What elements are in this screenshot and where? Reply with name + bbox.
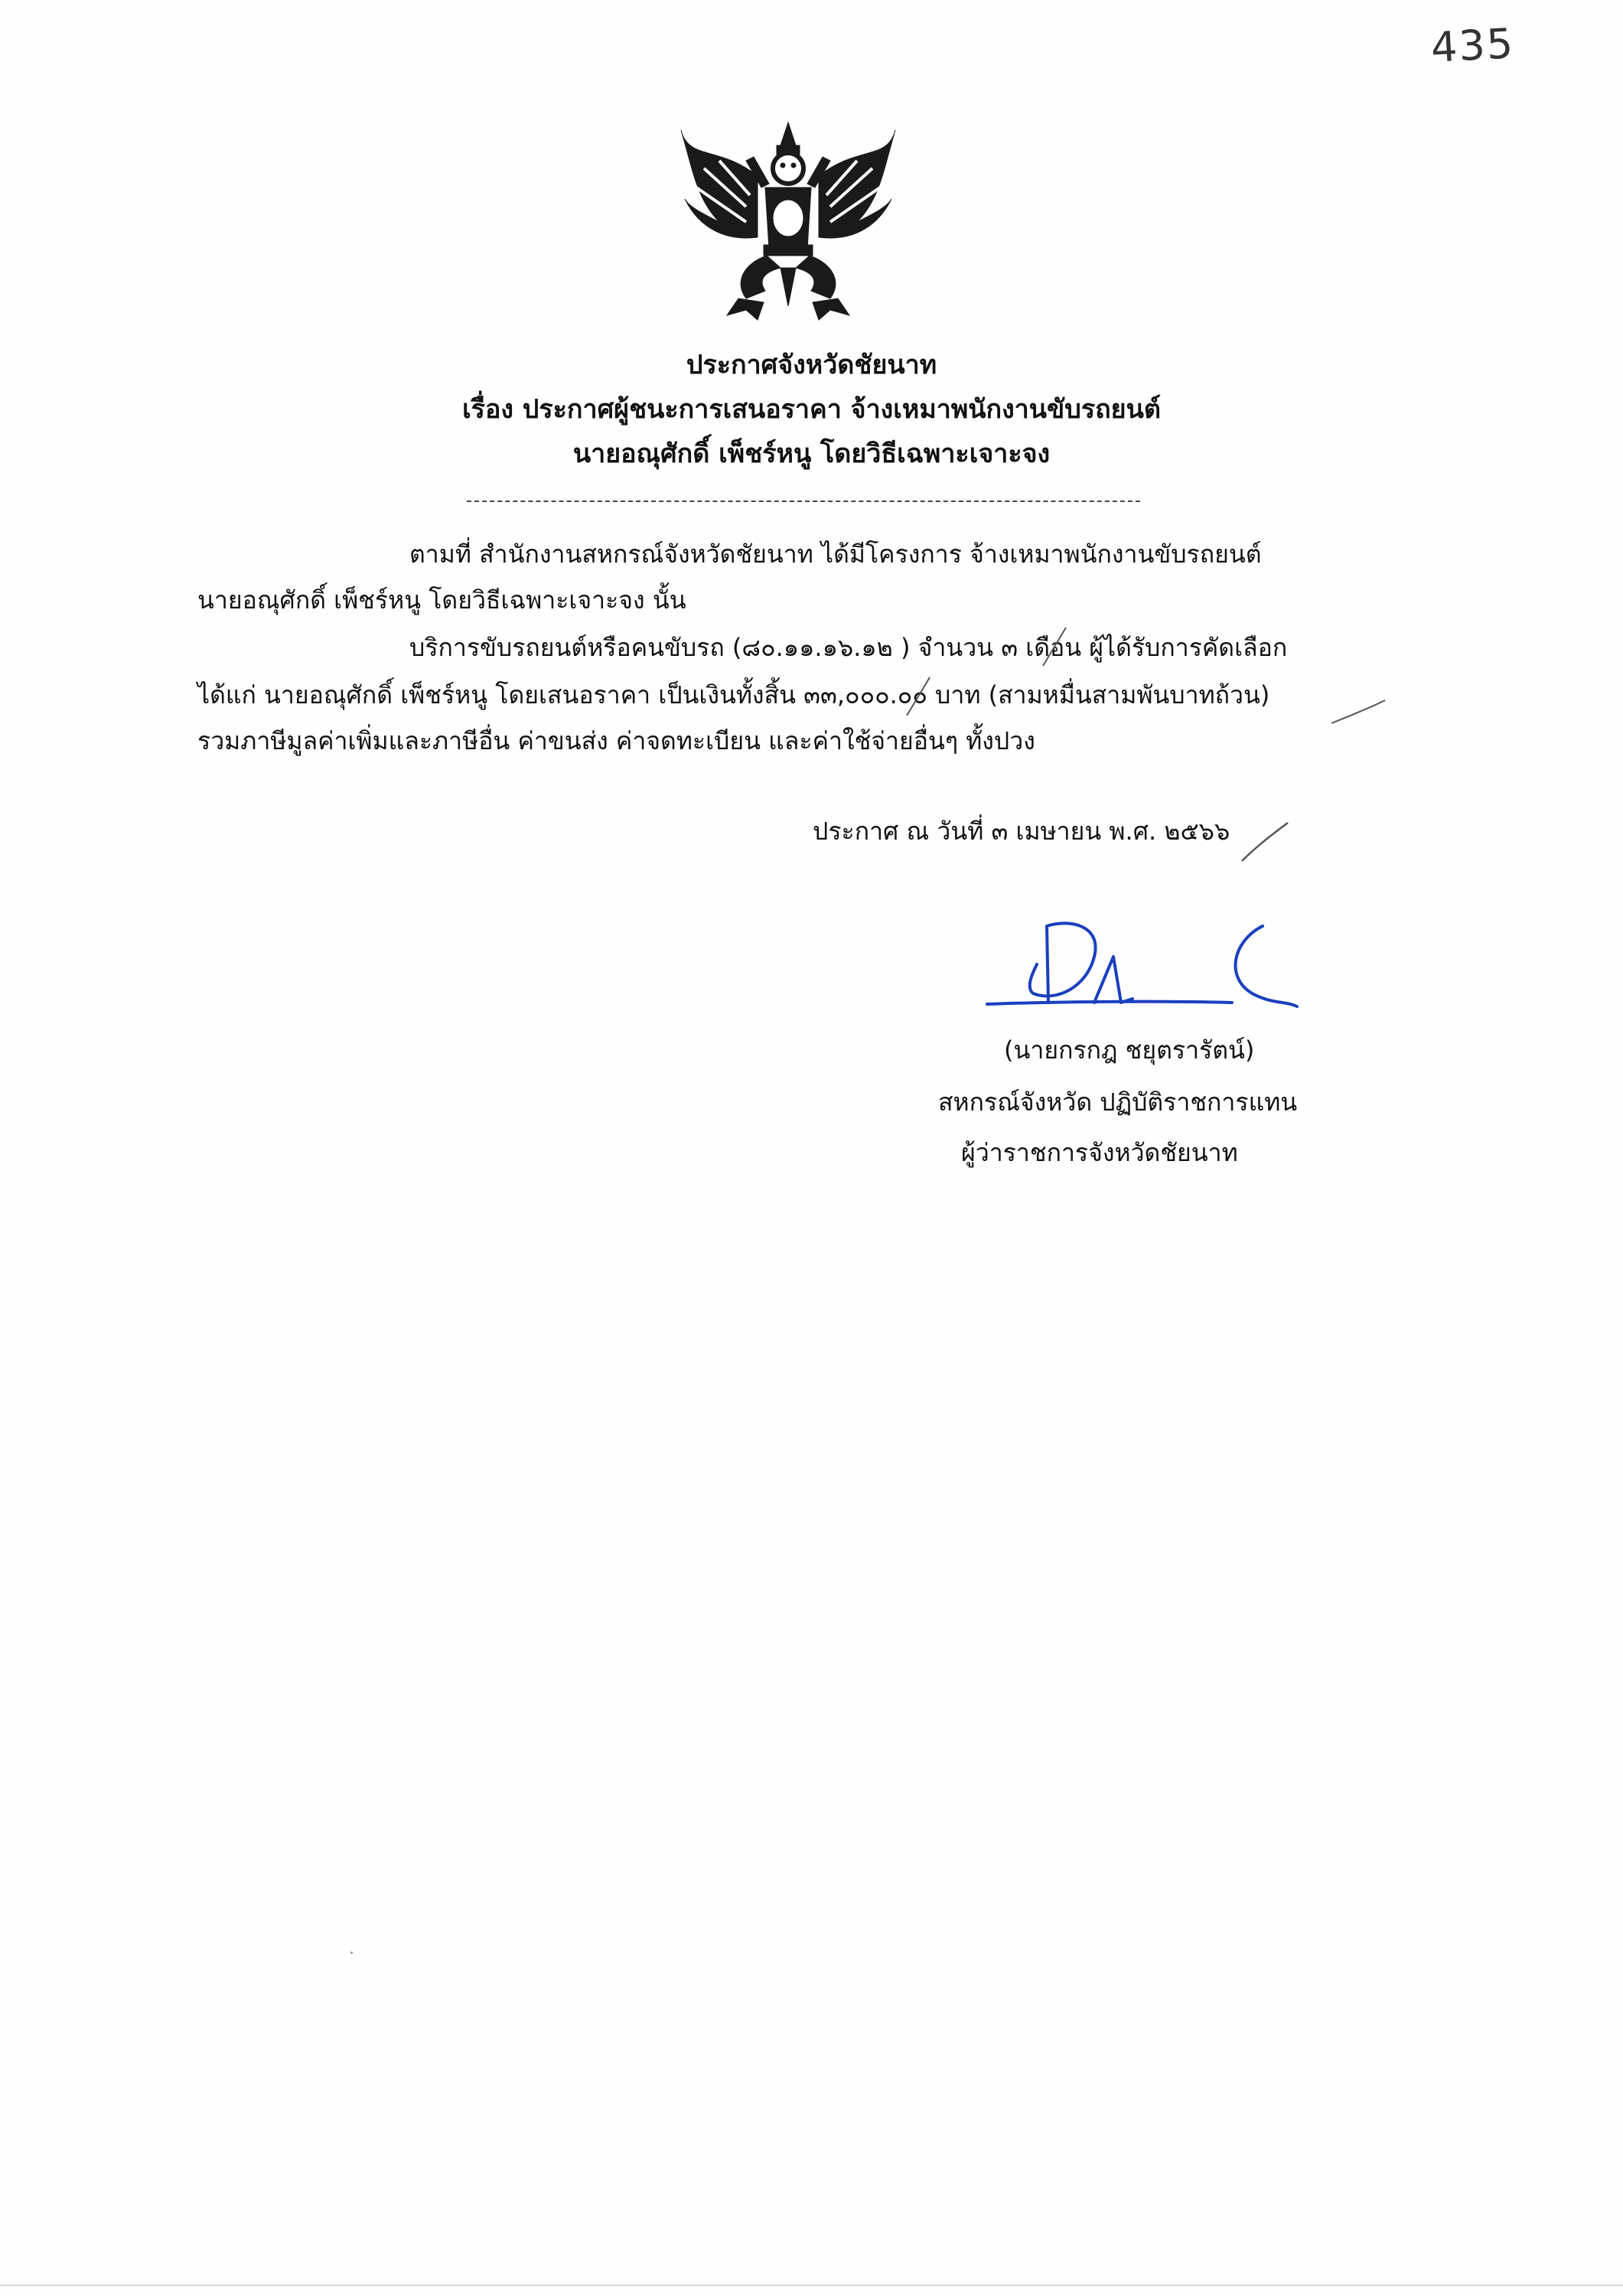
announcement-date: ประกาศ ณ วันที่ ๓ เมษายน พ.ศ. ๒๕๖๖ (813, 817, 1230, 846)
pencil-check-mark (1039, 624, 1070, 670)
garuda-emblem-icon (673, 115, 903, 329)
signatory-name: (นายกรกฎ ชยุตรารัตน์) (1004, 1035, 1255, 1065)
announcement-subject-continued: นายอณุศักดิ์ เพ็ชร์หนู โดยวิธีเฉพาะเจาะจง (572, 439, 1051, 469)
page-number: 435 (1429, 19, 1516, 72)
body-paragraph-2-line-3: รวมภาษีมูลค่าเพิ่มและภาษีอื่น ค่าขนส่ง ค่าจดทะเบียน และค่าใช้จ่ายอื่นๆ ทั้งปวง (197, 726, 1035, 755)
announcement-subject: เรื่อง ประกาศผู้ชนะการเสนอราคา จ้างเหมาพนักงานขับรถยนต์ (462, 394, 1161, 425)
signatory-position-continued: ผู้ว่าราชการจังหวัดชัยนาท (961, 1138, 1238, 1167)
body-paragraph-2-line-1: บริการขับรถยนต์หรือคนขับรถ (๘๐.๑๑.๑๖.๑๒ ) จำนวน ๓ เดือน ผู้ได้รับการคัดเลือก (409, 633, 1288, 662)
scan-edge (0, 2285, 1623, 2286)
announcement-title: ประกาศจังหวัดชัยนาท (686, 350, 937, 380)
body-paragraph-1-line-1: ตามที่ สำนักงานสหกรณ์จังหวัดชัยนาท ได้มีโครงการ จ้างเหมาพนักงานขับรถยนต์ (409, 540, 1262, 569)
body-paragraph-1-line-2: นายอณุศักดิ์ เพ็ชร์หนู โดยวิธีเฉพาะเจาะจง นั้น (197, 585, 686, 615)
body-paragraph-2-line-2: ได้แก่ นายอณุศักดิ์ เพ็ชร์หนู โดยเสนอราคา เป็นเงินทั้งสิ้น ๓๓,๐๐๐.๐๐ บาท (สามหมื่นสามพันบาทถ้วน) (197, 680, 1270, 709)
pencil-check-mark (1238, 819, 1292, 865)
signatory-position: สหกรณ์จังหวัด ปฏิบัติราชการแทน (938, 1088, 1298, 1117)
scan-speck (350, 1952, 353, 1954)
header-divider (467, 501, 1140, 502)
handwritten-signature (979, 903, 1309, 1018)
pencil-check-mark (1328, 693, 1389, 731)
pencil-check-mark (903, 673, 934, 719)
